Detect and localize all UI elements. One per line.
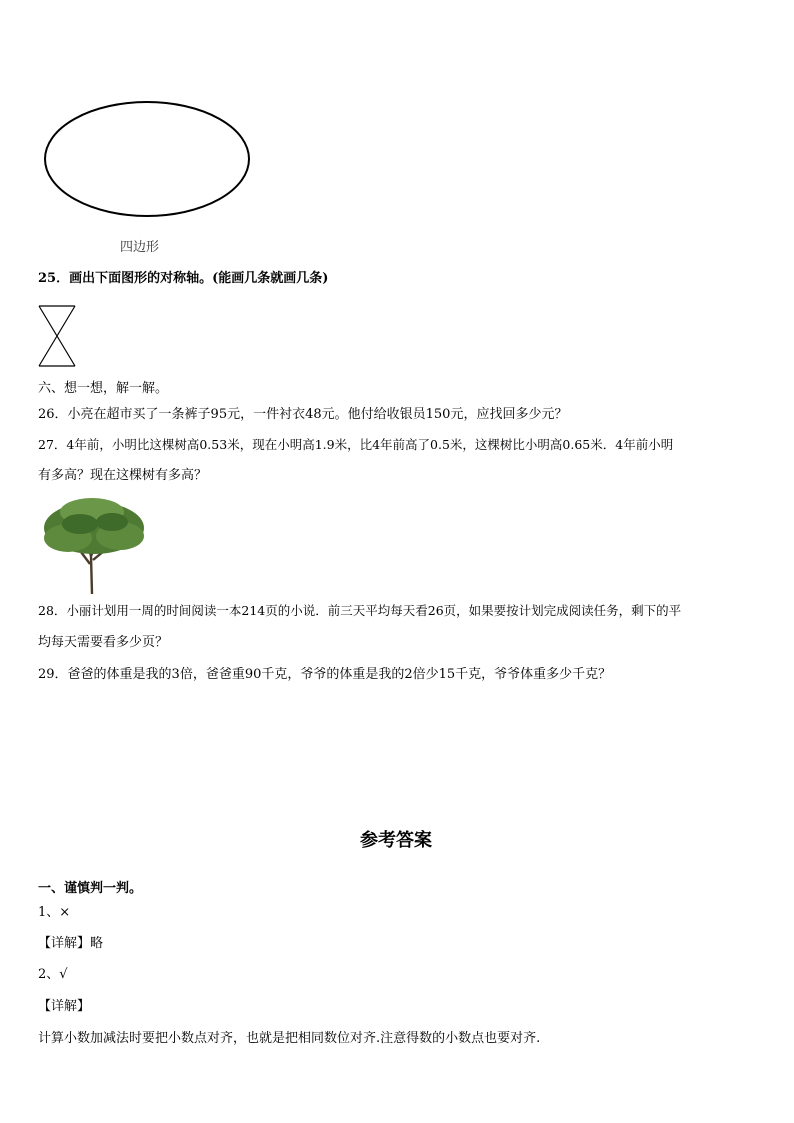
question-29: 29．爸爸的体重是我的3倍，爸爸重90千克，爷爷的体重是我的2倍少15千克，爷爷体重多少千克？	[38, 667, 612, 682]
answer-2-detail: 计算小数加减法时要把小数点对齐，也就是把相同数位对齐.注意得数的小数点也要对齐.	[38, 1031, 541, 1046]
question-26: 26．小亮在超市买了一条裤子95元，一件衬衣48元。他付给收银员150元，应找回多少元？	[38, 407, 568, 422]
answer-1: 1、×	[38, 905, 71, 920]
answer-2: 2、√	[38, 967, 68, 982]
question-27-line-2: 有多高？现在这棵树有多高？	[38, 468, 208, 483]
question-27-line-1: 27．4年前，小明比这棵树高0.53米，现在小明高1.9米，比4年前高了0.5米，这棵树比小明高0.65米．4年前小明	[38, 437, 674, 452]
question-25: 25．画出下面图形的对称轴。(能画几条就画几条)	[38, 271, 329, 286]
answer-1-detail: 【详解】略	[38, 936, 104, 951]
oval-figure	[40, 100, 254, 228]
oval-caption: 四边形	[120, 240, 160, 255]
hourglass-figure	[38, 305, 76, 367]
question-28-line-1: 28．小丽计划用一周的时间阅读一本214页的小说．前三天平均每天看26页，如果要按计划完成阅读任务，剩下的平	[38, 603, 682, 618]
answers-section-1: 一、谨慎判一判。	[38, 881, 143, 896]
answers-title: 参考答案	[360, 830, 432, 851]
section-6-title: 六、想一想，解一解。	[38, 381, 169, 396]
question-28-line-2: 均每天需要看多少页？	[38, 635, 169, 650]
tree-image	[40, 494, 148, 596]
answer-2-detail-label: 【详解】	[38, 999, 91, 1014]
